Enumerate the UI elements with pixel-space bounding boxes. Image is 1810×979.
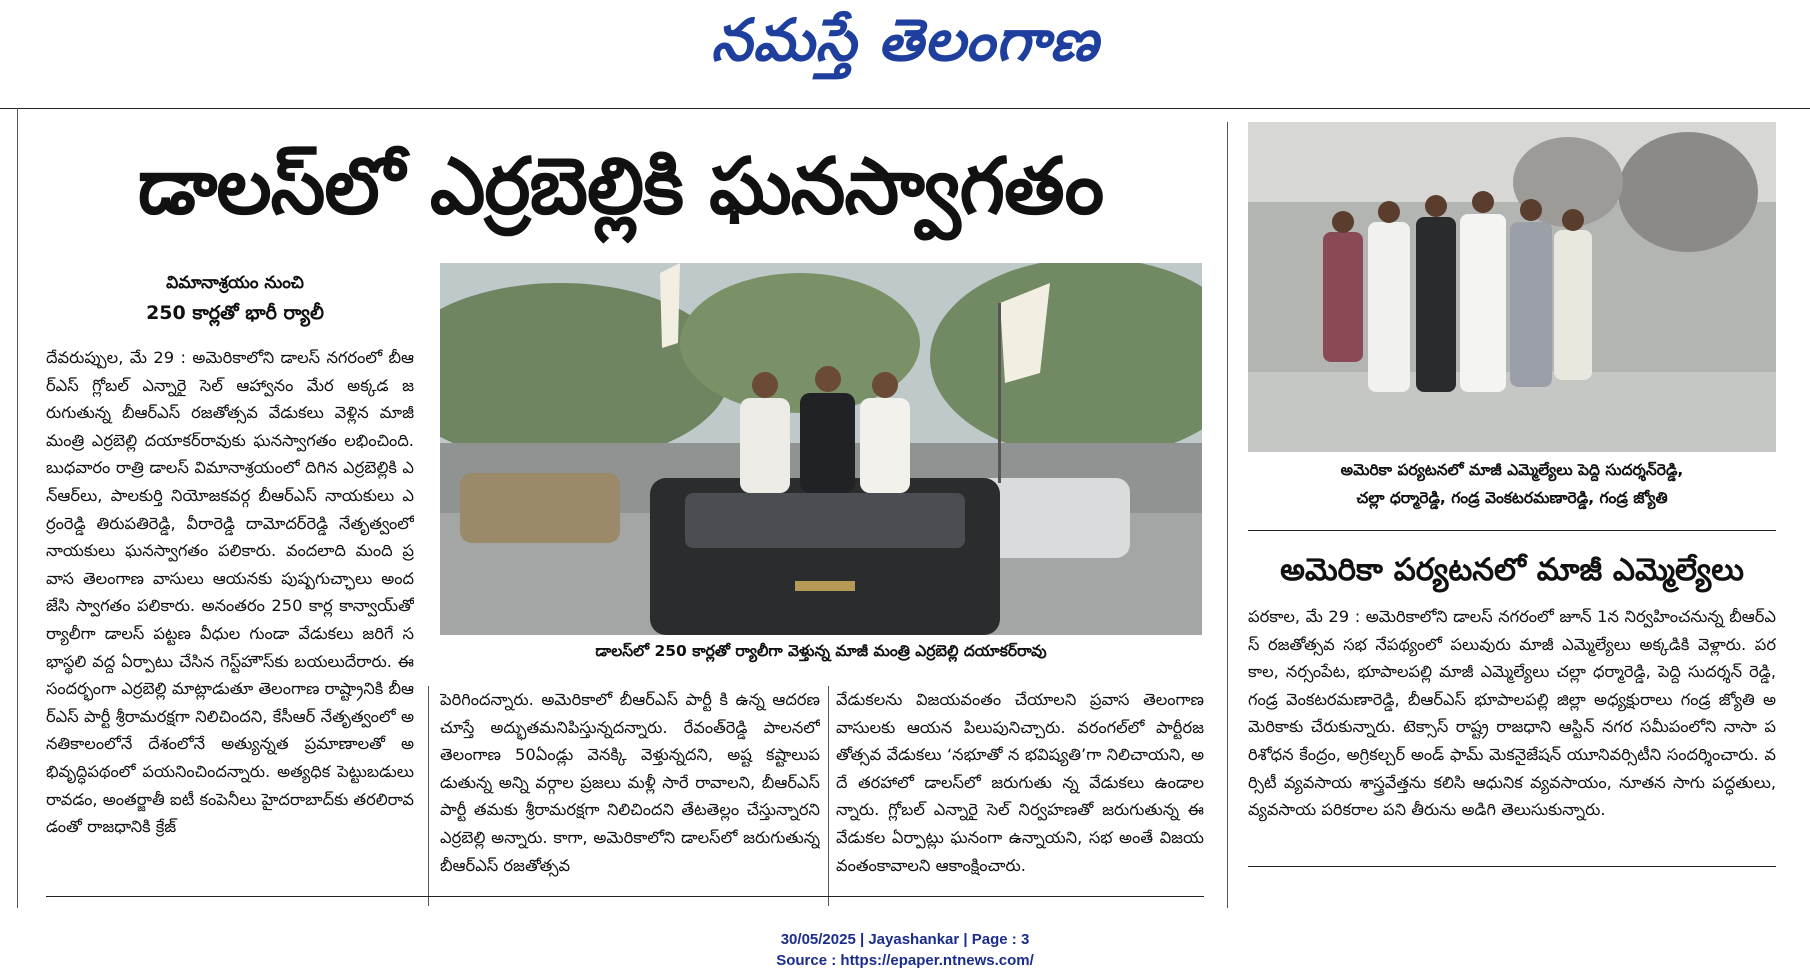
nasa-caption-line-2: చల్లా ధర్మారెడ్డి, గండ్ర వెంకటరమణారెడ్డి, గండ్ర జ్యోతి [1356, 489, 1668, 507]
rally-photo-illustration [440, 263, 1202, 635]
footer-source-link[interactable]: Source : https://epaper.ntnews.com/ [776, 952, 1034, 969]
left-column-rule [17, 108, 18, 908]
article-headline: డాలస్‌లో ఎర్రబెల్లికి ఘనస్వాగతం [137, 142, 1104, 232]
subdeck-line-1: విమానాశ్రయం నుంచి [166, 273, 304, 293]
masthead-logo: నమస్తే తెలంగాణ [711, 6, 1099, 74]
side-bottom-divider [1248, 866, 1776, 867]
nasa-photo-caption [1248, 456, 1776, 512]
article-subdeck [105, 268, 365, 328]
masthead-divider [0, 108, 1810, 109]
column-rule-1 [428, 686, 429, 906]
nasa-photo [1248, 122, 1776, 452]
side-column-rule [1227, 122, 1228, 908]
rally-photo [440, 263, 1202, 635]
footer-date-page: 30/05/2025 | Jayashankar | Page : 3 [780, 931, 1030, 948]
article-column-2: పెరిగిందన్నారు. అమెరికాలో బీఆర్‌ఎస్ పార్టీ కి ఉన్న ఆదరణ చూస్తే అద్భుతమనిపిస్తున్నదన్నారు. రేవంత్‌రెడ్డి పాలనలో తెలంగాణ 50ఏండ్లు వెనక్కి వెళ్తున్నదని, అష్ట కష్టాలుపడుతున్న అన్ని వర్గాల ప్రజలు మళ్లీ సారే రావాలని, బీఆర్‌ఎస్ పార్టీ తమకు శ్రీరామరక్షగా నిలిచిందని తేటతెల్లం చేస్తున్నారని ఎర్రబెల్లి అన్నారు. కాగా, అమెరికాలోని డాలస్‌లో జరుగుతున్న బీఆర్‌ఎస్ రజతోత్సవ [440, 690, 820, 875]
masthead [0, 0, 1810, 92]
page-bottom-rule [46, 896, 1204, 897]
side-caption-divider [1248, 530, 1776, 531]
article-column-1: దేవరుప్పుల, మే 29 : అమెరికాలోని డాలస్ నగరంలో బీఆర్‌ఎస్ గ్లోబల్ ఎన్నారై సెల్ ఆహ్వానం మేర అక్కడ జరుగుతున్న బీఆర్‌ఎస్ రజతోత్సవ వేడుకలు వెళ్లిన మాజీ మంత్రి ఎర్రబెల్లి దయాకర్‌రావుకు ఘనస్వాగతం లభించింది. బుధవారం రాత్రి డాలస్ విమానాశ్రయంలో దిగిన ఎర్రబెల్లికి ఎన్‌ఆర్‌లు, పాలకుర్తి నియోజకవర్గ బీఆర్‌ఎస్ నాయకులు ఎర్రంరెడ్డి తిరుపతిరెడ్డి, వీరారెడ్డి దామోదర్‌రెడ్డి నేతృత్వంలో నాయకులు ఘనస్వాగతం పలికారు. వందలాది మంది ప్రవాస తెలంగాణ వాసులు ఆయనకు పుష్పగుచ్ఛాలు అందజేసి స్వాగతం పలికారు. అనంతరం 250 కార్ల కాన్వాయ్‌తో ర్యాలీగా డాలస్ పట్టణ వీధుల గుండా వేడుకలు జరిగే సభాస్థలి వద్ద ఏర్పాటు చేసిన గెస్ట్‌హౌస్‌కు బయలుదేరారు. ఈ సందర్భంగా ఎర్రబెల్లి మాట్లాడుతూ తెలంగాణ రాష్ట్రానికి బీఆర్‌ఎస్ పార్టీ శ్రీరామరక్షగా నిలిచిందని, కేసీఆర్ నేతృత్వంలో అనతికాలంలోనే దేశంలోనే అత్యున్నత ప్రమాణాలతో అభివృద్ధిపథంలో పయనించిందన్నారు. అత్యధిక పెట్టుబడులు రావడం, అంతర్జాతీ ఐటీ కంపెనీలు హైదరాబాద్‌కు తరలిరావడంతో రాజధానికి క్రేజ్ [46, 348, 414, 837]
side-headline: అమెరికా పర్యటనలో మాజీ ఎమ్మెల్యేలు [1280, 552, 1744, 588]
side-article-body: పరకాల, మే 29 : అమెరికాలోని డాలస్ నగరంలో జూన్ 1న నిర్వహించనున్న బీఆర్‌ఎస్ రజతోత్సవ సభ నేపథ్యంలో పలువురు మాజీ ఎమ్మెల్యేలు అక్కడికి వెళ్లారు. పరకాల, నర్సంపేట, భూపాలపల్లి మాజీ ఎమ్మెల్యేలు చల్లా ధర్మారెడ్డి, పెద్ది సుదర్శన్ రెడ్డి, గండ్ర వెంకటరమణారెడ్డి, బీఆర్‌ఎస్ భూపాలపల్లి జిల్లా అధ్యక్షురాలు గండ్ర జ్యోతి అమెరికాకు చేరుకున్నారు. టెక్సాస్ రాష్ట్ర రాజధాని ఆస్టిన్ నగర సమీపంలోని నాసా పరిశోధన కేంద్రం, అగ్రికల్చర్ అండ్ ఫామ్ మెకనైజేషన్ యూనివర్సిటీని సందర్శించారు. వర్సిటీ వ్యవసాయ శాస్త్రవేత్తను కలిసి ఆధునిక వ్యవసాయం, నూతన సాగు పద్ధతులు, వ్యవసాయ పరికరాల పని తీరును అడిగి తెలుసుకున్నారు. [1248, 607, 1776, 820]
column-rule-2 [828, 686, 829, 906]
nasa-caption-line-1: అమెరికా పర్యటనలో మాజీ ఎమ్మెల్యేలు పెద్ది సుదర్శన్‌రెడ్డి, [1340, 461, 1684, 479]
rally-photo-caption: డాలస్‌లో 250 కార్లతో ర్యాలీగా వెళ్తున్న మాజీ మంత్రి ఎర్రబెల్లి దయాకర్‌రావు [595, 642, 1047, 660]
nasa-photo-illustration [1248, 122, 1776, 452]
subdeck-line-2: 250 కార్లతో భారీ ర్యాలీ [146, 302, 324, 324]
article-column-3: వేడుకలను విజయవంతం చేయాలని ప్రవాస తెలంగాణ వాసులకు ఆయన పిలుపునిచ్చారు. వరంగల్‌లో పార్టీరజతోత్సవ వేడుకలు ‘నభూతో న భవిష్యతి’గా నిలిచాయని, అదే తరహాలో డాలస్‌లో జరుగుతు న్న వేడుకలు ఉండాలన్నారు. గ్లోబల్ ఎన్నారై సెల్ నిర్వహణతో జరుగుతున్న ఈ వేడుకల ఏర్పాట్లు ఘనంగా ఉన్నాయని, సభ అంతే విజయవంతంకావాలని ఆకాంక్షించారు. [836, 690, 1204, 875]
footer [0, 929, 1810, 971]
